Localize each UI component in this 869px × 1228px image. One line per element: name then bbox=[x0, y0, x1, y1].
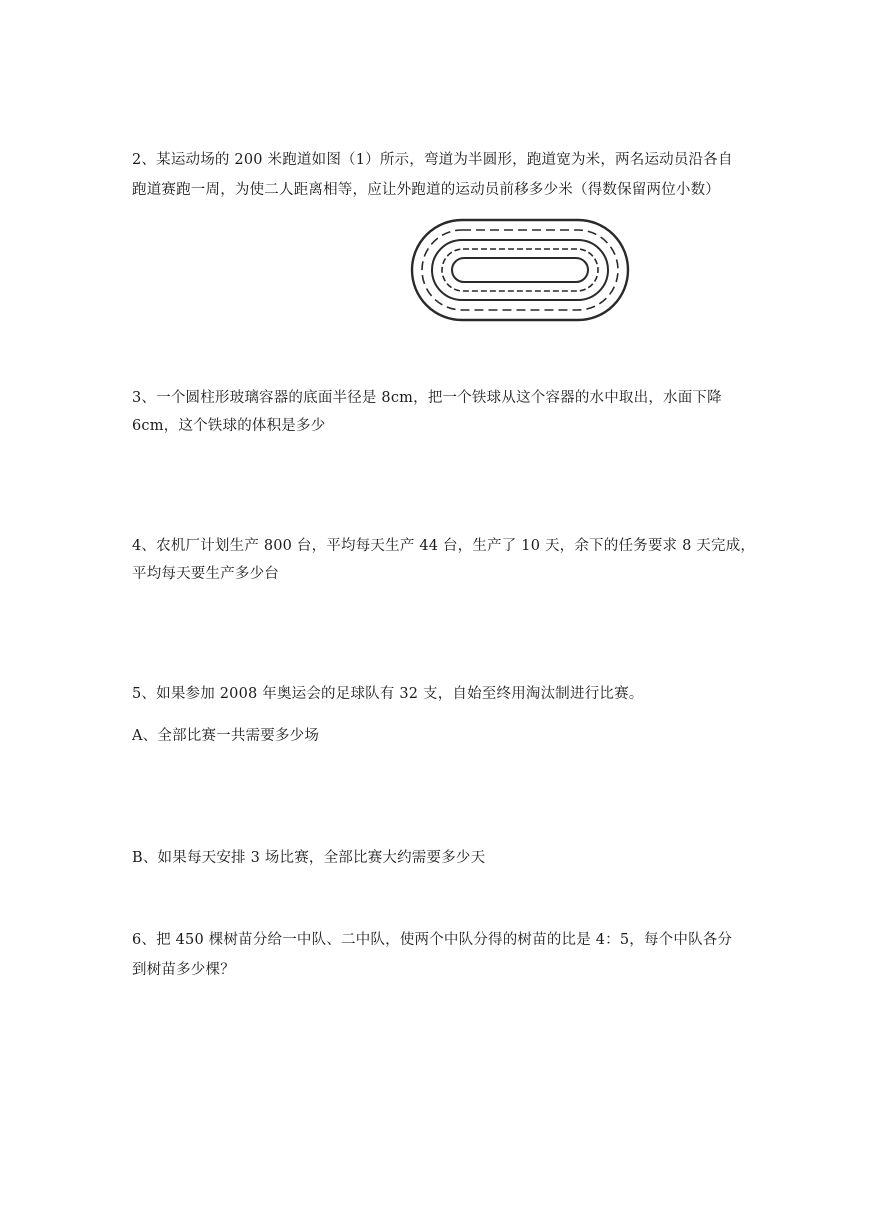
running-track-figure bbox=[410, 218, 630, 322]
q5-line1: 5、如果参加 2008 年奥运会的足球队有 32 支，自始至终用淘汰制进行比赛。 bbox=[132, 686, 644, 702]
q3-line2: 6cm，这个铁球的体积是多少 bbox=[132, 418, 326, 434]
q3-line1: 3、一个圆柱形玻璃容器的底面半径是 8cm，把一个铁球从这个容器的水中取出，水面下降 bbox=[132, 390, 722, 406]
q5-part-b: B、如果每天安排 3 场比赛，全部比赛大约需要多少天 bbox=[132, 850, 486, 866]
q5-part-a: A、全部比赛一共需要多少场 bbox=[132, 728, 320, 744]
q4-line1: 4、农机厂计划生产 800 台，平均每天生产 44 台，生产了 10 天，余下的任务要求 8 天完成， bbox=[132, 538, 756, 554]
q4-line2: 平均每天要生产多少台 bbox=[132, 566, 279, 582]
q6-line2: 到树苗多少棵？ bbox=[132, 962, 235, 978]
q2-line1: 2、某运动场的 200 米跑道如图（1）所示，弯道为半圆形，跑道宽为米，两名运动员沿各自 bbox=[132, 152, 733, 168]
q2-line2: 跑道赛跑一周，为使二人距离相等，应让外跑道的运动员前移多少米（得数保留两位小数） bbox=[132, 182, 720, 198]
q6-line1: 6、把 450 棵树苗分给一中队、二中队，使两个中队分得的树苗的比是 4：5，每个中队各分 bbox=[132, 932, 733, 948]
